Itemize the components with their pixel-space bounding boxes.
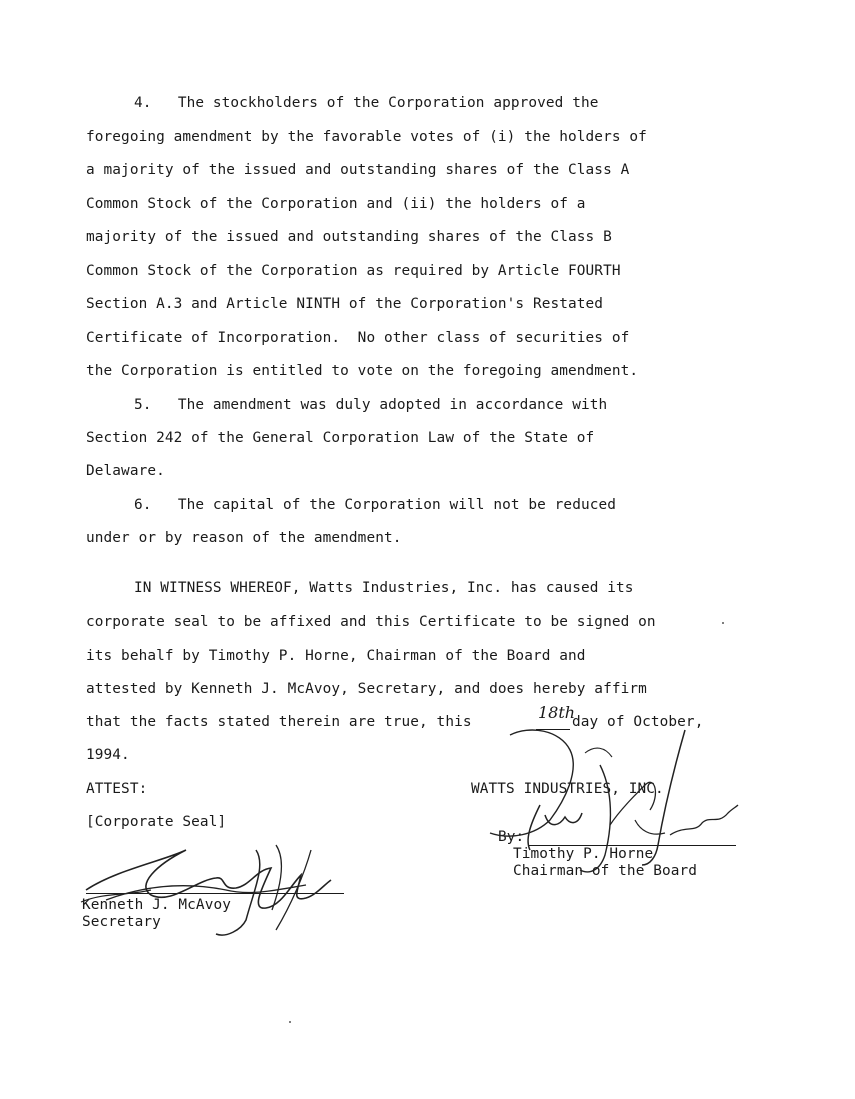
company-signer-name: Timothy P. Horne [513,846,654,862]
company-name: WATTS INDUSTRIES, INC. [471,781,664,797]
paragraph-4-line: Certificate of Incorporation. No other class of securities of [86,330,630,346]
witness-line: its behalf by Timothy P. Horne, Chairman of the Board and [86,648,586,664]
paragraph-5-line: 5. The amendment was duly adopted in accordance with [134,397,608,413]
company-signer-title: Chairman of the Board [513,863,698,879]
corporate-seal-label: [Corporate Seal] [86,814,227,830]
scan-speck [722,622,724,624]
paragraph-4-line: foregoing amendment by the favorable votes of (i) the holders of [86,129,647,145]
attest-signer-title: Secretary [82,914,161,930]
handwritten-date: 18th [538,703,576,722]
by-label: By: [498,829,525,845]
date-line-prefix: that the facts stated therein are true, this [86,714,472,730]
attest-signer-name: Kenneth J. McAvoy [82,897,231,913]
paragraph-4-line: majority of the issued and outstanding shares of the Class B [86,229,612,245]
scan-speck [289,1021,291,1023]
witness-line: IN WITNESS WHEREOF, Watts Industries, Inc. has caused its [134,580,634,596]
paragraph-4-line: a majority of the issued and outstanding shares of the Class A [86,162,630,178]
date-line-suffix: day of October, [572,714,704,730]
mcavoy-signature-icon [76,830,346,940]
paragraph-5-line: Section 242 of the General Corporation Law of the State of [86,430,595,446]
paragraph-4-line: 4. The stockholders of the Corporation approved the [134,95,599,111]
paragraph-4-line: the Corporation is entitled to vote on the foregoing amendment. [86,363,639,379]
year-line: 1994. [86,747,130,763]
witness-line: attested by Kenneth J. McAvoy, Secretary, and does hereby affirm [86,681,647,697]
attest-label: ATTEST: [86,781,148,797]
paragraph-6-line: 6. The capital of the Corporation will not be reduced [134,497,617,513]
witness-line: corporate seal to be affixed and this Certificate to be signed on [86,614,656,630]
paragraph-5-line: Delaware. [86,463,165,479]
paragraph-6-line: under or by reason of the amendment. [86,530,402,546]
paragraph-4-line: Section A.3 and Article NINTH of the Corporation's Restated [86,296,604,312]
paragraph-4-line: Common Stock of the Corporation as required by Article FOURTH [86,263,621,279]
paragraph-4-line: Common Stock of the Corporation and (ii) the holders of a [86,196,586,212]
horne-signature-icon [470,725,740,885]
